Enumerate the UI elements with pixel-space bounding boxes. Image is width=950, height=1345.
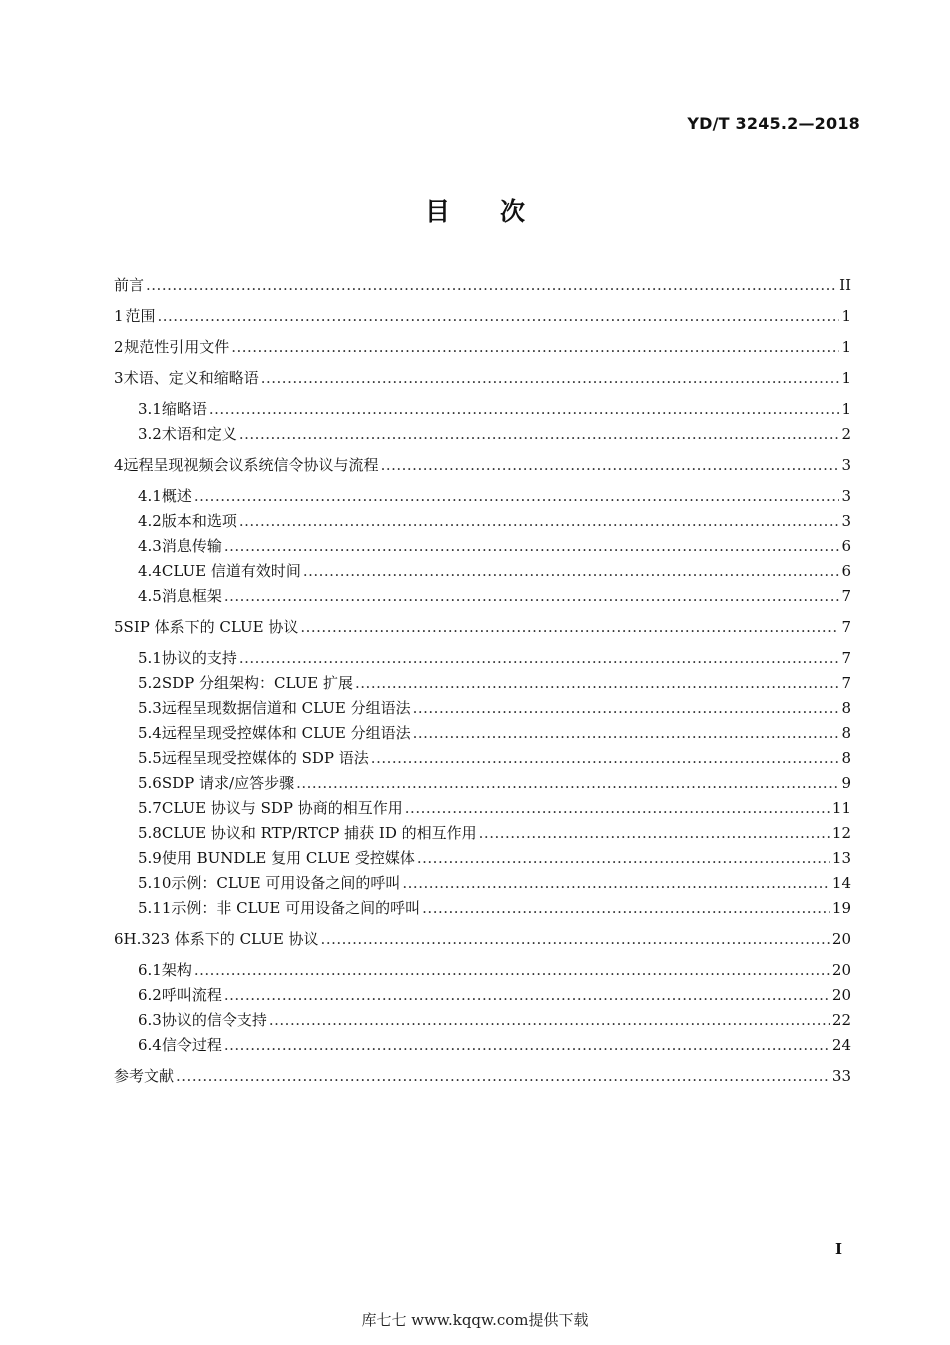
toc-entry-page: 8 [841, 724, 851, 742]
toc-entry-page: 9 [841, 774, 851, 792]
toc-entry[interactable] [138, 512, 851, 530]
toc-entry-page: 1 [841, 400, 851, 418]
toc-entry-number: 6.4 [138, 1036, 162, 1054]
dot-leader [413, 724, 840, 742]
toc-entry-label: 远程呈现数据信道和 CLUE 分组语法 [161, 699, 411, 717]
toc-entry[interactable] [138, 774, 851, 792]
toc-entry-label: 远程呈现受控媒体的 SDP 语法 [161, 749, 369, 767]
toc-entry[interactable] [138, 587, 851, 605]
toc-entry-number: 6 [114, 930, 124, 948]
toc-entry-label: 前言 [114, 276, 145, 294]
toc-entry-page: 7 [841, 618, 851, 636]
dot-leader [224, 537, 840, 555]
dot-leader [224, 1036, 830, 1054]
dot-leader [422, 899, 830, 917]
toc-entry[interactable] [138, 537, 851, 555]
toc-entry-page: 6 [841, 537, 851, 555]
toc-entry-label: CLUE 协议与 SDP 协商的相互作用 [161, 799, 403, 817]
toc-entry-label: 范围 [125, 307, 156, 325]
toc-entry-label: SIP 体系下的 CLUE 协议 [123, 618, 299, 636]
toc-entry[interactable] [138, 749, 851, 767]
toc-entry[interactable] [138, 986, 851, 1004]
dot-leader [321, 930, 830, 948]
footer-watermark: 库七七 www.kqqw.com提供下载 [361, 1311, 589, 1329]
dot-leader [157, 307, 839, 325]
toc-entry-label: 消息传输 [161, 537, 222, 555]
dot-leader [402, 874, 830, 892]
toc-entry-label: SDP 分组架构：CLUE 扩展 [161, 674, 354, 692]
toc-entry[interactable] [114, 276, 851, 294]
toc-entry-page: 3 [841, 487, 851, 505]
toc-entry-page: 1 [841, 369, 851, 387]
toc-entry-label: 消息框架 [161, 587, 222, 605]
toc-entry-number: 4.1 [138, 487, 162, 505]
toc-entry-number: 5.9 [138, 849, 162, 867]
dot-leader [231, 338, 839, 356]
toc-entry[interactable] [138, 874, 851, 892]
toc-entry-number: 4.2 [138, 512, 162, 530]
toc-entry-page: 8 [841, 699, 851, 717]
toc-entry-page: 12 [831, 824, 851, 842]
toc-entry-label: 使用 BUNDLE 复用 CLUE 受控媒体 [161, 849, 415, 867]
toc-entry-page: 33 [831, 1067, 851, 1085]
toc-entry-page: 3 [841, 456, 851, 474]
toc-entry-label: CLUE 协议和 RTP/RTCP 捕获 ID 的相互作用 [161, 824, 477, 842]
toc-entry-page: 22 [831, 1011, 851, 1029]
toc-entry[interactable] [138, 562, 851, 580]
toc-entry[interactable] [138, 1011, 851, 1029]
dot-leader [381, 456, 840, 474]
toc-entry-page: 8 [841, 749, 851, 767]
toc-entry-number: 4.5 [138, 587, 162, 605]
toc-entry[interactable] [138, 849, 851, 867]
toc-entry-number: 5.2 [138, 674, 162, 692]
toc-entry-number: 2 [114, 338, 124, 356]
toc-entry-label: 参考文献 [114, 1067, 175, 1085]
toc-entry[interactable] [138, 961, 851, 979]
dot-leader [413, 699, 840, 717]
toc-entry[interactable] [114, 930, 851, 948]
toc-entry[interactable] [138, 425, 851, 443]
page-title: 目 次 [424, 197, 525, 226]
dot-leader [303, 562, 840, 580]
toc-entry-page: 14 [831, 874, 851, 892]
toc-entry[interactable] [114, 618, 851, 636]
toc-entry-number: 4.3 [138, 537, 162, 555]
toc-entry-number: 5.6 [138, 774, 162, 792]
toc-entry[interactable] [114, 338, 851, 356]
standard-code: YD/T 3245.2—2018 [687, 114, 860, 133]
dot-leader [239, 425, 840, 443]
dot-leader [239, 512, 840, 530]
dot-leader [176, 1067, 830, 1085]
toc-entry-label: 远程呈现视频会议系统信令协议与流程 [123, 456, 379, 474]
toc-entry-page: 7 [841, 674, 851, 692]
toc-entry-page: 11 [831, 799, 851, 817]
toc-entry[interactable] [138, 674, 851, 692]
dot-leader [300, 618, 839, 636]
dot-leader [209, 400, 840, 418]
toc-entry-page: 24 [831, 1036, 851, 1054]
toc-entry[interactable] [138, 400, 851, 418]
toc-entry[interactable] [138, 799, 851, 817]
dot-leader [479, 824, 830, 842]
toc-entry-number: 5.1 [138, 649, 162, 667]
toc-entry-number: 6.3 [138, 1011, 162, 1029]
toc-entry[interactable] [138, 487, 851, 505]
toc-entry-page: 3 [841, 512, 851, 530]
toc-entry-number: 1 [114, 307, 124, 325]
toc-entry-label: 缩略语 [161, 400, 207, 418]
toc-entry-number: 3.1 [138, 400, 162, 418]
toc-entry-number: 6.1 [138, 961, 162, 979]
toc-entry-number: 3 [114, 369, 124, 387]
dot-leader [417, 849, 830, 867]
dot-leader [146, 276, 837, 294]
toc-entry-page: 20 [831, 986, 851, 1004]
toc-entry-number: 5.5 [138, 749, 162, 767]
toc-entry-number: 5.3 [138, 699, 162, 717]
toc-entry[interactable] [138, 724, 851, 742]
toc-entry-number: 5.7 [138, 799, 162, 817]
toc-entry[interactable] [114, 307, 851, 325]
dot-leader [224, 587, 840, 605]
toc-entry-number: 6.2 [138, 986, 162, 1004]
toc-entry-page: 2 [841, 425, 851, 443]
toc-entry-page: 1 [841, 307, 851, 325]
toc-entry-page: 6 [841, 562, 851, 580]
toc-entry-label: 架构 [161, 961, 192, 979]
toc-entry-label: 术语和定义 [161, 425, 237, 443]
toc-entry[interactable] [138, 699, 851, 717]
dot-leader [405, 799, 830, 817]
toc-entry[interactable] [138, 1036, 851, 1054]
toc-entry-label: 协议的信令支持 [161, 1011, 267, 1029]
toc-entry-label: CLUE 信道有效时间 [161, 562, 301, 580]
toc-entry-label: 示例：非 CLUE 可用设备之间的呼叫 [171, 899, 421, 917]
toc-entry-page: 19 [831, 899, 851, 917]
toc-entry-page: 13 [831, 849, 851, 867]
toc-entry[interactable] [114, 369, 851, 387]
toc-entry-number: 5.8 [138, 824, 162, 842]
dot-leader [224, 986, 830, 1004]
page-number: I [835, 1240, 843, 1258]
toc-entry-page: 7 [841, 649, 851, 667]
dot-leader [296, 774, 839, 792]
toc-entry[interactable] [114, 1067, 851, 1085]
toc-entry-label: SDP 请求/应答步骤 [161, 774, 295, 792]
toc-entry-label: 协议的支持 [161, 649, 237, 667]
toc-entry-page: 20 [831, 930, 851, 948]
toc-entry-number: 5.11 [138, 899, 172, 917]
toc-entry-number: 4 [114, 456, 124, 474]
toc-entry-label: 规范性引用文件 [124, 338, 230, 356]
toc-entry-label: 远程呈现受控媒体和 CLUE 分组语法 [161, 724, 411, 742]
toc-entry[interactable] [138, 649, 851, 667]
toc-entry-label: 概述 [161, 487, 192, 505]
toc-entry-page: 1 [841, 338, 851, 356]
dot-leader [355, 674, 839, 692]
toc-entry-page: II [839, 276, 851, 294]
dot-leader [194, 961, 830, 979]
dot-leader [261, 369, 840, 387]
toc-entry-label: H.323 体系下的 CLUE 协议 [123, 930, 319, 948]
toc-entry[interactable] [138, 824, 851, 842]
toc-entry-number: 3.2 [138, 425, 162, 443]
toc-entry-label: 版本和选项 [161, 512, 237, 530]
toc-entry-label: 信令过程 [161, 1036, 222, 1054]
toc-entry-label: 术语、定义和缩略语 [123, 369, 259, 387]
toc-entry[interactable] [114, 456, 851, 474]
toc-entry[interactable] [138, 899, 851, 917]
dot-leader [371, 749, 840, 767]
toc-entry-label: 示例：CLUE 可用设备之间的呼叫 [171, 874, 401, 892]
toc-entry-number: 5.10 [138, 874, 172, 892]
toc-entry-label: 呼叫流程 [161, 986, 222, 1004]
dot-leader [239, 649, 840, 667]
dot-leader [269, 1011, 830, 1029]
toc-entry-number: 5.4 [138, 724, 162, 742]
toc-entry-page: 7 [841, 587, 851, 605]
toc-entry-page: 20 [831, 961, 851, 979]
toc-entry-number: 5 [114, 618, 124, 636]
dot-leader [194, 487, 840, 505]
toc-entry-number: 4.4 [138, 562, 162, 580]
